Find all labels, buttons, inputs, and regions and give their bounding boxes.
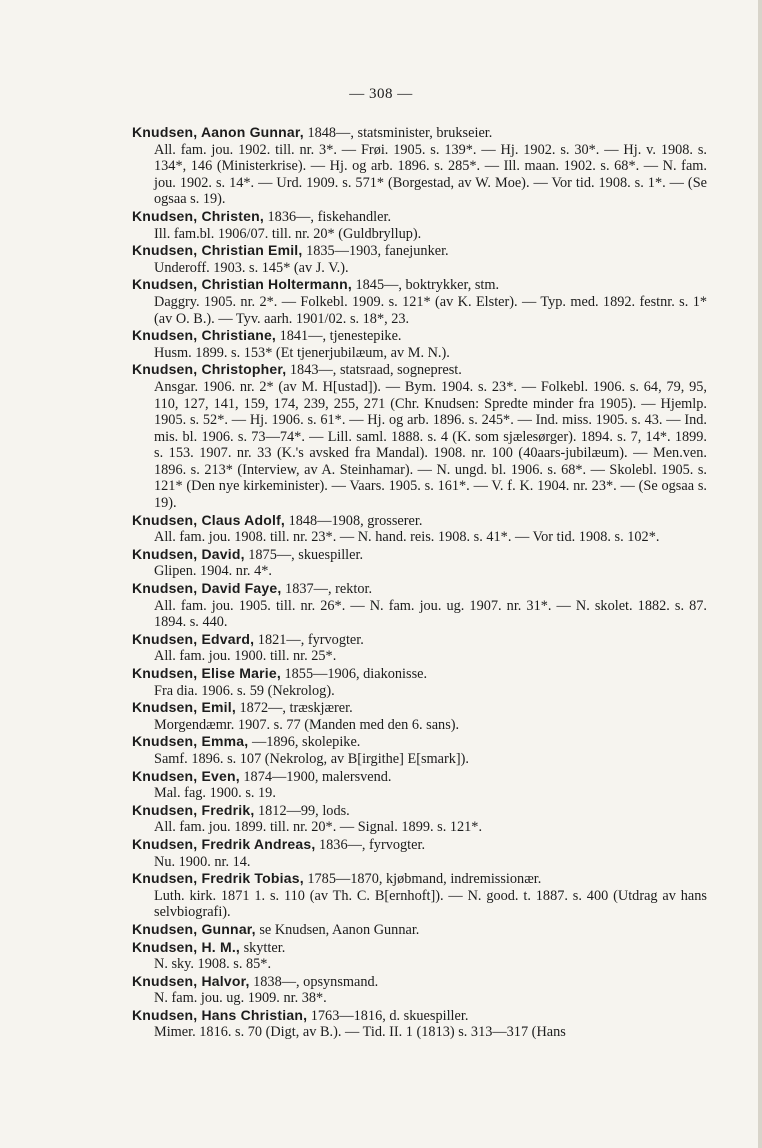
entry-heading bbox=[132, 631, 707, 649]
index-entry bbox=[132, 546, 707, 580]
index-entry bbox=[132, 973, 707, 1007]
entry-name: Knudsen, Elise Marie, bbox=[132, 665, 281, 681]
index-entry bbox=[132, 921, 707, 939]
entry-references: Morgendæmr. 1907. s. 77 (Manden med den 6. sans). bbox=[154, 716, 460, 733]
entry-references: All. fam. jou. 1900. till. nr. 25*. bbox=[154, 648, 337, 665]
entry-references: Luth. kirk. 1871 1. s. 110 (av Th. C. B[ernhoft]). — N. good. t. 1887. s. 400 (Utdrag av hans selvbiografi). bbox=[154, 887, 707, 921]
entry-references: Nu. 1900. nr. 14. bbox=[154, 853, 251, 870]
entry-name: Knudsen, David Faye, bbox=[132, 580, 282, 597]
entry-references: Mimer. 1816. s. 70 (Digt, av B.). — Tid. II. 1 (1813) s. 313—317 (Hans bbox=[154, 1024, 566, 1041]
entry-heading bbox=[132, 699, 707, 717]
entry-name: Knudsen, Edvard, bbox=[132, 630, 255, 647]
entry-references: Ill. fam.bl. 1906/07. till. nr. 20* (Guldbryllup). bbox=[154, 225, 422, 242]
entry-heading bbox=[132, 276, 707, 294]
entry-info: 1872—, træskjærer. bbox=[235, 700, 353, 717]
entry-info: se Knudsen, Aanon Gunnar. bbox=[255, 921, 420, 938]
index-entry bbox=[132, 870, 707, 921]
entry-heading bbox=[132, 546, 707, 564]
entry-name: Knudsen, Fredrik, bbox=[132, 801, 255, 818]
entry-heading bbox=[132, 124, 707, 142]
entry-name: Knudsen, Emma, bbox=[132, 733, 249, 750]
entry-info: 1855—1906, diakonisse. bbox=[280, 666, 428, 682]
entry-info: 1821—, fyrvogter. bbox=[254, 631, 364, 648]
entry-heading bbox=[132, 327, 707, 345]
entry-info: —1896, skolepike. bbox=[248, 734, 361, 751]
index-entry bbox=[132, 1007, 707, 1041]
entry-references: All. fam. jou. 1905. till. nr. 26*. — N. fam. jou. ug. 1907. nr. 31*. — N. skolet. 1882. s. 87. 1894. s. 440. bbox=[154, 597, 707, 631]
entry-name: Knudsen, Even, bbox=[132, 767, 240, 784]
entry-references: Mal. fag. 1900. s. 19. bbox=[154, 785, 276, 802]
entry-heading bbox=[132, 242, 707, 260]
index-entry bbox=[132, 802, 707, 836]
entry-heading bbox=[132, 836, 707, 854]
index-entry bbox=[132, 512, 707, 546]
entry-info: 1836—, fyrvogter. bbox=[315, 836, 426, 853]
entry-name: Knudsen, Christiane, bbox=[132, 327, 277, 344]
entry-name: Knudsen, Emil, bbox=[132, 699, 236, 716]
entry-info: 1848—, statsminister, brukseier. bbox=[303, 125, 493, 141]
index-entry bbox=[132, 836, 707, 870]
index-entry bbox=[132, 242, 707, 276]
entry-info: skytter. bbox=[240, 939, 286, 956]
entry-list bbox=[132, 124, 707, 1041]
entry-info: 1841—, tjenestepike. bbox=[276, 328, 402, 345]
entry-name: Knudsen, Christen, bbox=[132, 207, 264, 224]
entry-heading bbox=[132, 361, 707, 379]
entry-references: Ansgar. 1906. nr. 2* (av M. H[ustad]). — Bym. 1904. s. 23*. — Folkebl. 1906. s. 64, 79, 95, 110, 127, 141, 159, 174, 239, 255, 271 (Chr. Knudsen: Spredte minder fra 1905). — Hjemlp. 1905. s. 52*. — Hj. 1906. s. 61*. — Hj. og arb. 1896. s. 245*. — Ind. miss. 1905. s. 43. — Ind. mis. bl. 1906. s. 73—74*. — Lill. saml. 1888. s. 4 (K. som sjælesørger). 1894. s. 7, 14*. 1899. s. 153. 1907. nr. 33 (K.'s avsked fra Mandal). 1908. nr. 100 (40aars-jubilæum). — Men.ven. 1896. s. 213* (Interview, av A. Steinhamar). — N. ungd. bl. 1906. s. 68*. — Skolebl. 1905. s. 121* (Den nye kirkeminister). — Vaars. 1905. s. 161*. — V. f. K. 1904. nr. 23*. — (Se ogsaa s. 19). bbox=[154, 378, 707, 512]
entry-name: Knudsen, Claus Adolf, bbox=[132, 511, 286, 528]
entry-references: Underoff. 1903. s. 145* (av J. V.). bbox=[154, 259, 349, 276]
entry-references: Fra dia. 1906. s. 59 (Nekrolog). bbox=[154, 682, 335, 699]
entry-references: N. fam. jou. ug. 1909. nr. 38*. bbox=[154, 990, 327, 1007]
entry-name: Knudsen, David, bbox=[132, 545, 245, 562]
entry-references: Husm. 1899. s. 153* (Et tjenerjubilæum, av M. N.). bbox=[154, 344, 450, 361]
entry-info: 1837—, rektor. bbox=[281, 581, 373, 598]
entry-info: 1843—, statsraad, sogneprest. bbox=[286, 362, 462, 379]
entry-info: 1875—, skuespiller. bbox=[244, 546, 364, 563]
entry-references: All. fam. jou. 1908. till. nr. 23*. — N. hand. reis. 1908. s. 41*. — Vor tid. 1908. s. 102*. bbox=[154, 529, 660, 546]
index-entry bbox=[132, 327, 707, 361]
entry-info: 1838—, opsynsmand. bbox=[249, 973, 379, 990]
entry-heading bbox=[132, 208, 707, 226]
index-entry bbox=[132, 939, 707, 973]
entry-name: Knudsen, Halvor, bbox=[132, 972, 250, 989]
entry-heading bbox=[132, 768, 707, 786]
index-entry bbox=[132, 768, 707, 802]
entry-name: Knudsen, Fredrik Andreas, bbox=[132, 835, 316, 852]
entry-heading bbox=[132, 733, 707, 751]
entry-heading bbox=[132, 921, 707, 939]
entry-heading bbox=[132, 1007, 707, 1025]
entry-heading bbox=[132, 939, 707, 957]
entry-info: 1785—1870, kjøbmand, indremissionær. bbox=[303, 871, 542, 888]
entry-info: 1845—, boktrykker, stm. bbox=[351, 277, 500, 294]
index-entry bbox=[132, 208, 707, 242]
index-entry bbox=[132, 631, 707, 665]
entry-info: 1835—1903, fanejunker. bbox=[302, 243, 449, 260]
entry-info: 1848—1908, grosserer. bbox=[285, 512, 423, 529]
index-entry bbox=[132, 665, 707, 699]
index-entry bbox=[132, 276, 707, 327]
entry-name: Knudsen, Christian Emil, bbox=[132, 242, 303, 259]
index-entry bbox=[132, 124, 707, 208]
entry-info: 1812—99, lods. bbox=[254, 802, 350, 819]
entry-name: Knudsen, Fredrik Tobias, bbox=[132, 870, 304, 887]
entry-name: Knudsen, Aanon Gunnar, bbox=[132, 124, 304, 140]
entry-references: N. sky. 1908. s. 85*. bbox=[154, 956, 272, 973]
page-number: — 308 — bbox=[349, 86, 413, 102]
entry-name: Knudsen, Gunnar, bbox=[132, 920, 256, 937]
entry-name: Knudsen, Christian Holtermann, bbox=[132, 276, 352, 293]
index-entry bbox=[132, 580, 707, 631]
entry-references: Daggry. 1905. nr. 2*. — Folkebl. 1909. s. 121* (av K. Elster). — Typ. med. 1892. festnr. s. 1* (av O. B.). — Tyv. aarh. 1901/02. s. 18*, 23. bbox=[154, 293, 707, 327]
entry-info: 1874—1900, malersvend. bbox=[239, 768, 392, 785]
entry-heading bbox=[132, 802, 707, 820]
index-entry bbox=[132, 699, 707, 733]
entry-references: All. fam. jou. 1899. till. nr. 20*. — Signal. 1899. s. 121*. bbox=[154, 819, 483, 836]
index-entry bbox=[132, 733, 707, 767]
entry-references: Samf. 1896. s. 107 (Nekrolog, av B[irgithe] E[smark]). bbox=[154, 750, 469, 767]
entry-name: Knudsen, H. M., bbox=[132, 938, 240, 955]
entry-references: Glipen. 1904. nr. 4*. bbox=[154, 563, 272, 580]
entry-references: All. fam. jou. 1902. till. nr. 3*. — Frøi. 1905. s. 139*. — Hj. 1902. s. 30*. — Hj. v. 1908. s. 134*, 146 (Ministerkrise). — Hj. og arb. 1896. s. 285*. — Ill. maan. 1902. s. 68*. — N. fam. jou. 1902. s. 14*. — Urd. 1909. s. 571* (Borgestad, av W. Moe). — Vor tid. 1908. s. 1*. — (Se ogsaa s. 19). bbox=[154, 141, 707, 208]
entry-heading bbox=[132, 512, 707, 530]
index-entry bbox=[132, 361, 707, 511]
entry-heading bbox=[132, 870, 707, 888]
entry-info: 1763—1816, d. skuespiller. bbox=[307, 1007, 469, 1024]
entry-heading bbox=[132, 973, 707, 991]
entry-heading bbox=[132, 665, 707, 683]
entry-name: Knudsen, Christopher, bbox=[132, 361, 287, 378]
entry-name: Knudsen, Hans Christian, bbox=[132, 1006, 308, 1023]
entry-heading bbox=[132, 580, 707, 598]
entry-info: 1836—, fiskehandler. bbox=[263, 208, 392, 225]
